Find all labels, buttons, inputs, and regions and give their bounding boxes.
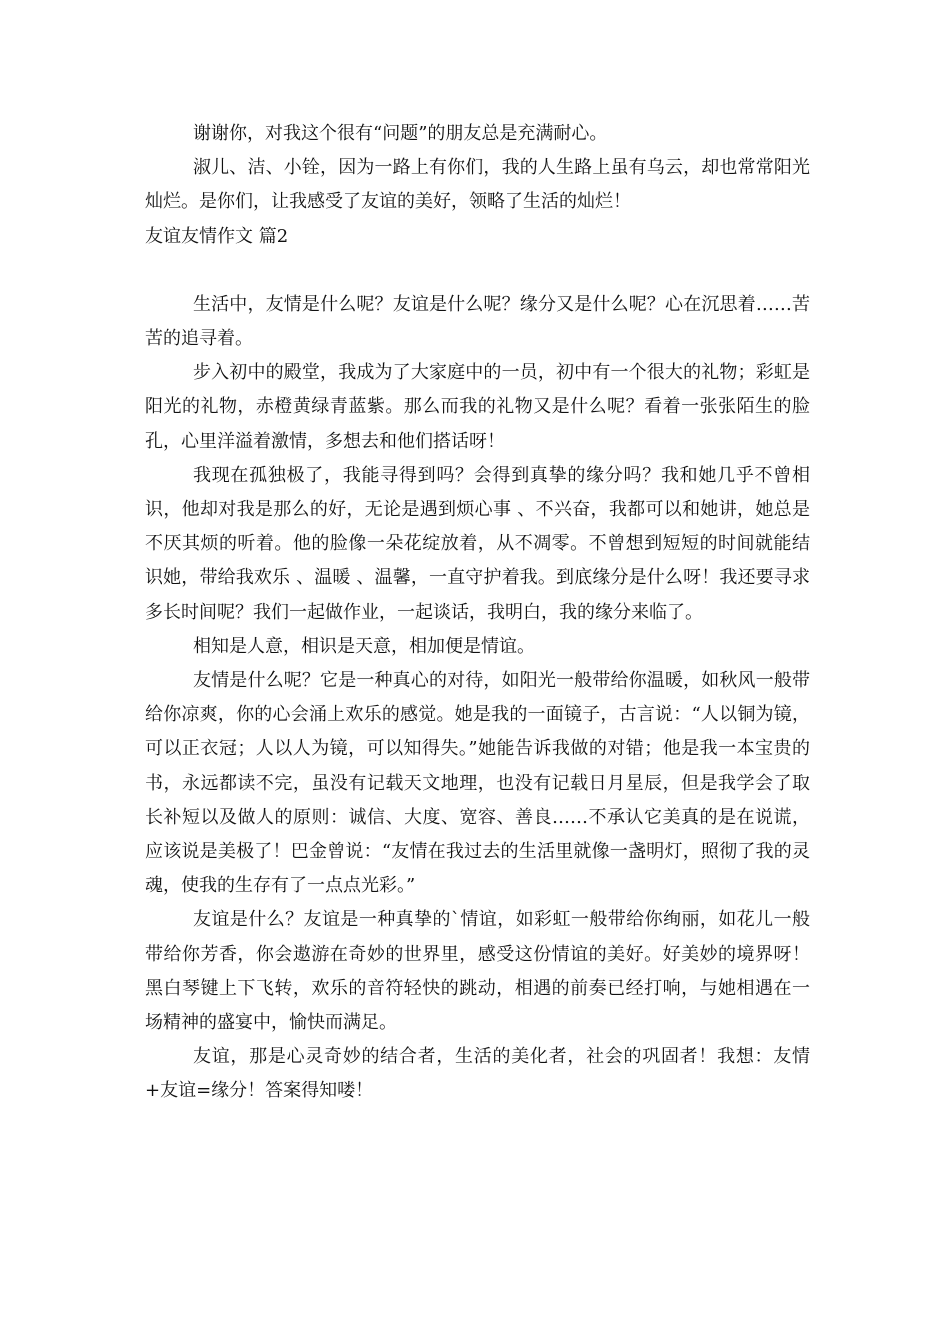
paragraph-friendship-rainbow: 友谊是什么？友谊是一种真挚的`情谊，如彩虹一般带给你绚丽，如花儿一般带给你芳香，你会遨游在奇妙的世界里，感受这份情谊的美好。好美妙的境界呀！黑白琴键上下飞转，欢乐的音符轻快的跳动，相遇的前奏已经打响，与她相遇在一场精神的盛宴中，愉快而满足。	[145, 909, 810, 1034]
paragraph-intro: 生活中，友情是什么呢？友谊是什么呢？缘分又是什么呢？心在沉思着……苦苦的追寻着。	[145, 293, 810, 350]
paragraph-saying: 相知是人意，相识是天意，相加便是情谊。	[193, 635, 535, 657]
paragraph-thanks: 谢谢你，对我这个很有“问题”的朋友总是充满耐心。	[193, 123, 608, 144]
section-heading: 友谊友情作文 篇2	[145, 225, 289, 247]
paragraph-friendship-mirror: 友情是什么呢？它是一种真心的对待，如阳光一般带给你温暖，如秋风一般带给你凉爽，你的心会涌上欢乐的感觉。她是我的一面镜子，古言说：“人以铜为镜，可以正衣冠；人以人为镜，可以知得失。”她能告诉我做的对错；他是我一本宝贵的书，永远都读不完，虽没有记载天文地理，也没有记载日月星辰，但是我学会了取长补短以及做人的原则：诚信、大度、宽容、善良……不承认它美真的是在说谎，应该说是美极了！巴金曾说：“友情在我过去的生活里就像一盏明灯，照彻了我的灵魂，使我的生存有了一点点光彩。”	[145, 670, 810, 897]
paragraph-friends: 淑儿、洁、小铨，因为一路上有你们，我的人生路上虽有乌云，却也常常阳光灿烂。是你们，让我感受了友谊的美好，领略了生活的灿烂！	[145, 157, 810, 213]
blank-line	[145, 254, 810, 288]
document-page	[145, 117, 810, 1109]
paragraph-junior-high: 步入初中的殿堂，我成为了大家庭中的一员，初中有一个很大的礼物；彩虹是阳光的礼物，赤橙黄绿青蓝紫。那么而我的礼物又是什么呢？看着一张张陌生的脸孔，心里洋溢着激情，多想去和他们搭话呀！	[145, 362, 810, 452]
paragraph-lonely: 我现在孤独极了，我能寻得到吗？会得到真挚的缘分吗？我和她几乎不曾相识，他却对我是那么的好，无论是遇到烦心事 、不兴奋，我都可以和她讲，她总是不厌其烦的听着。他的脸像一朵花绽放着，从不凋零。不曾想到短短的时间就能结识她，带给我欢乐 、温暖 、温馨，一直守护着我。到底缘分是什么呀！我还要寻求多长时间呢？我们一起做作业，一起谈话，我明白，我的缘分来临了。	[145, 464, 810, 623]
paragraph-conclusion: 友谊，那是心灵奇妙的结合者，生活的美化者，社会的巩固者！我想：友情+友谊=缘分！答案得知喽！	[145, 1046, 810, 1102]
